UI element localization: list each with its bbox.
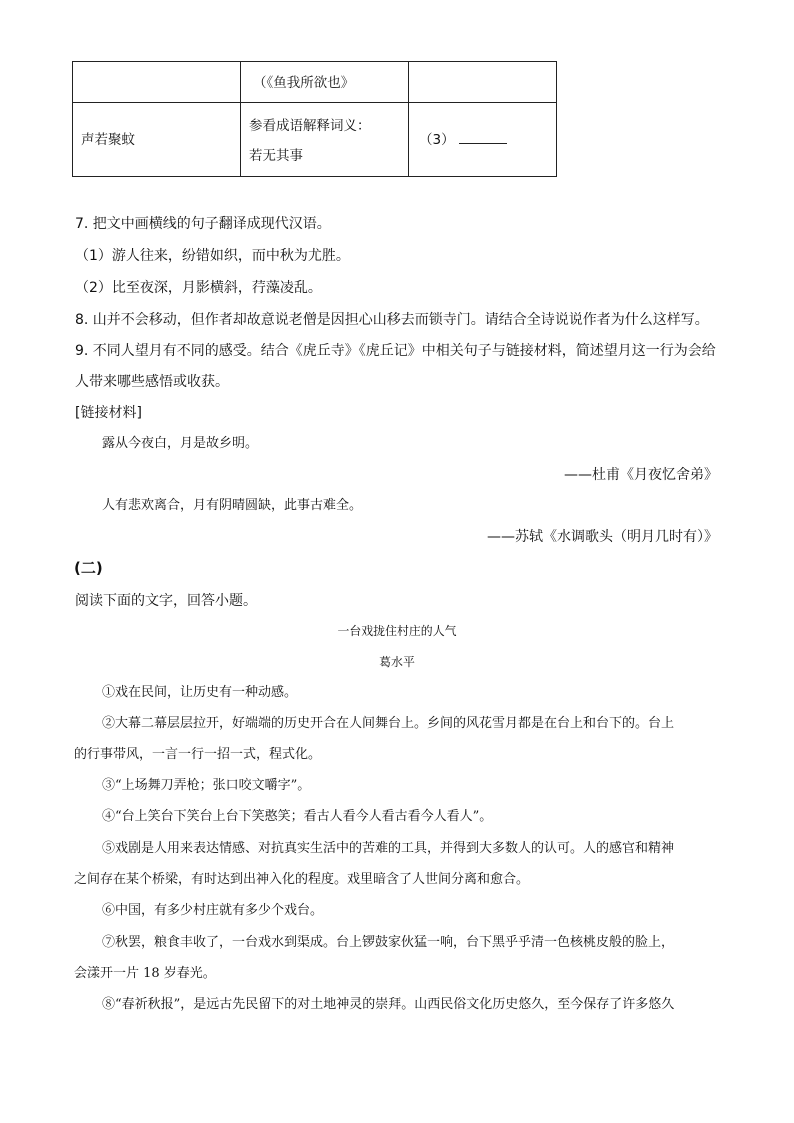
- table-cell-r2c3: [419, 131, 507, 149]
- answer-blank: [459, 131, 507, 144]
- question-9-line2: 人带来哪些感悟或收获。: [75, 374, 229, 390]
- table-divider: [240, 62, 241, 176]
- table-cell-r2c2-line1: 参看成语解释词义：: [249, 118, 371, 134]
- section-instruction: 阅读下面的文字，回答小题。: [75, 593, 257, 609]
- paragraph-2-line1: ②大幕二幕层层拉开，好端端的历史开合在人间舞台上。乡间的风花雪月都是在台上和台下的。台上: [102, 716, 675, 731]
- question-7-1: （1）游人往来，纷错如织，而中秋为尤胜。: [75, 248, 350, 264]
- question-8: 8. 山并不会移动，但作者却故意说老僧是因担心山移去而锁寺门。请结合全诗说说作者为什么这样写。: [75, 312, 709, 328]
- article-title: 一台戏拢住村庄的人气: [337, 624, 457, 638]
- link-poem-1: 露从今夜白，月是故乡明。: [102, 436, 259, 451]
- table-cell-r1c2: （《鱼我所欲也》: [253, 75, 355, 91]
- question-7: 7. 把文中画横线的句子翻译成现代汉语。: [75, 216, 331, 232]
- table-divider: [73, 102, 556, 103]
- question-9-line1: 9. 不同人望月有不同的感受。结合《虎丘寺》《虎丘记》中相关句子与链接材料，简述望月这一行为会给: [75, 343, 716, 359]
- link-source-1: ——杜甫《月夜忆舍弟》: [564, 467, 718, 483]
- paragraph-4: ④“台上笑台下笑台上台下笑憨笑；看古人看今人看古看今人看人”。: [102, 809, 493, 824]
- table-cell-r2c2-line2: 若无其事: [249, 148, 303, 164]
- article-author: 葛水平: [379, 655, 415, 669]
- paragraph-2-line2: 的行事带风，一言一行一招一式，程式化。: [74, 747, 322, 762]
- paragraph-6: ⑥中国，有多少村庄就有多少个戏台。: [102, 903, 324, 918]
- question-7-2: （2）比至夜深，月影横斜，荇藻凌乱。: [75, 280, 322, 296]
- paragraph-7-line2: 会漾开一片 18 岁春光。: [74, 966, 216, 981]
- answer-table: [72, 61, 557, 177]
- paragraph-3: ③“上场舞刀弄枪；张口咬文嚼字”。: [102, 778, 311, 793]
- section-label: (二): [74, 559, 103, 577]
- link-poem-2: 人有悲欢离合，月有阴晴圆缺，此事古难全。: [102, 498, 363, 513]
- table-cell-r2c1: 声若聚蚊: [81, 132, 135, 148]
- link-source-2: ——苏轼《水调歌头（明月几时有）》: [487, 529, 718, 545]
- table-cell-r2c3-label: （3）: [419, 132, 455, 148]
- paragraph-5-line2: 之间存在某个桥梁，有时达到出神入化的程度。戏里暗含了人世间分离和愈合。: [74, 872, 530, 887]
- paragraph-5-line1: ⑤戏剧是人用来表达情感、对抗真实生活中的苦难的工具，并得到大多数人的认可。人的感官和精神: [102, 841, 675, 856]
- paragraph-7-line1: ⑦秋罢，粮食丰收了，一台戏水到渠成。台上锣鼓家伙猛一响，台下黑乎乎清一色核桃皮般的脸上，: [102, 935, 675, 950]
- paragraph-8-line1: ⑧“春祈秋报”，是远古先民留下的对土地神灵的崇拜。山西民俗文化历史悠久，至今保存了许多悠久: [102, 997, 675, 1012]
- table-divider: [408, 62, 409, 176]
- paragraph-1: ①戏在民间，让历史有一种动感。: [102, 685, 298, 700]
- link-material-heading: [链接材料]: [75, 405, 142, 421]
